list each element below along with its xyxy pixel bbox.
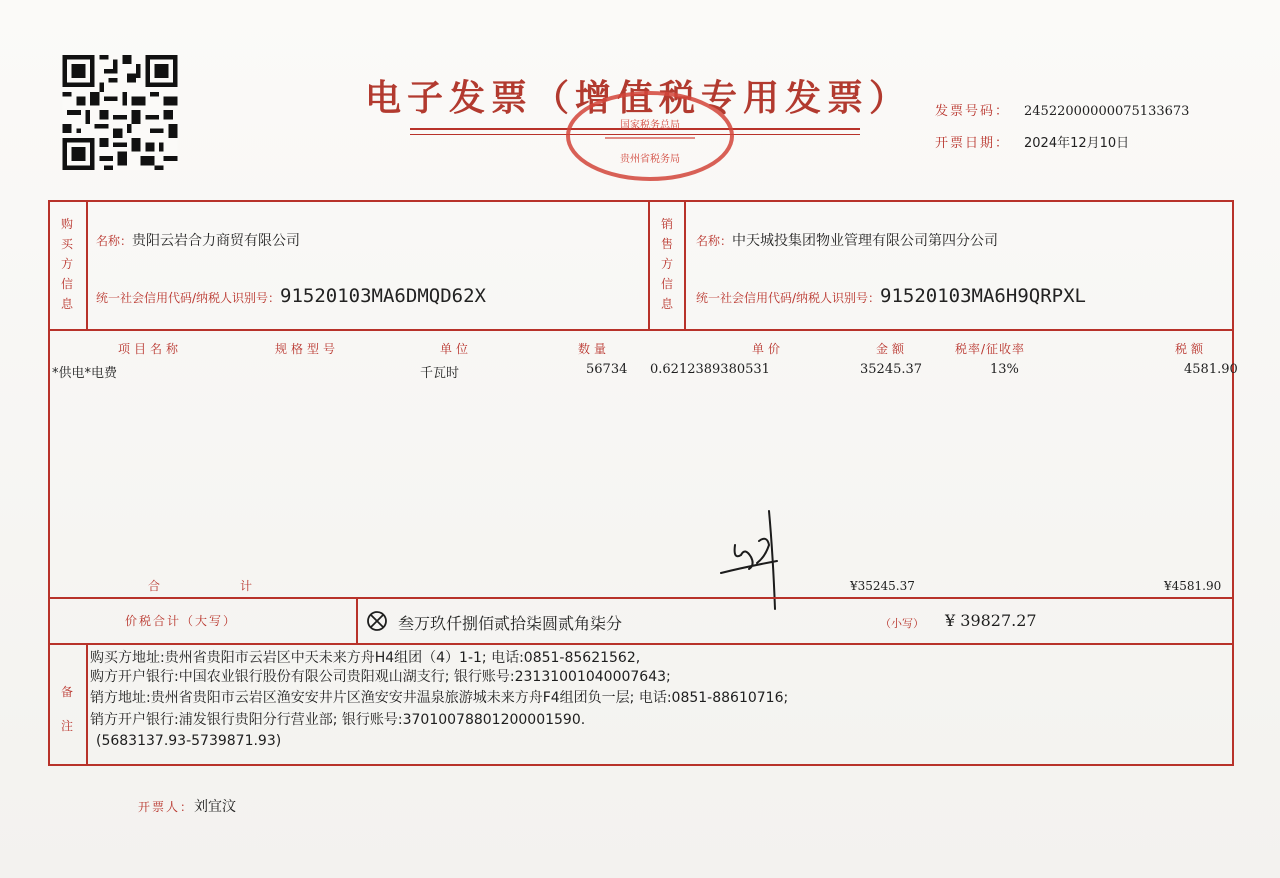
cross-circle-icon [366,610,388,632]
invoice-number-label: 发票号码： [935,104,1011,119]
col-header-tax: 税额 [1175,342,1208,356]
col-header-unit-price: 单价 [752,342,785,356]
total-tax: ¥4581.90 [1164,579,1222,593]
grand-total-label: 价税合计（大写） [125,614,238,628]
issue-date-label: 开票日期： [935,136,1011,151]
amount-in-words: 叁万玖仟捌佰贰拾柒圆贰角柒分 [398,614,623,633]
issuer-name: 刘宜汶 [194,799,237,815]
issue-date-row [935,132,1129,151]
buyer-name: 贵阳云岩合力商贸有限公司 [132,233,301,249]
buyer-section-label: 购买方信息 [60,217,73,311]
seller-name-row [696,230,998,250]
col-header-quantity: 数量 [578,342,611,356]
totals-bottom-line [48,597,1234,599]
item-tax-rate: 13% [990,362,1019,377]
grand-total-divider [356,598,358,644]
remark-line-range: (5683137.93-5739871.93) [96,733,282,749]
seal-text-bottom: 贵州省税务局 [620,154,680,165]
total-amount: ¥35245.37 [850,579,915,593]
col-header-amount: 金额 [876,342,909,356]
item-unit-price: 0.6212389380531 [650,362,770,377]
seller-name-label: 名称： [696,234,733,248]
seller-section-label: 销售方信息 [660,217,673,311]
seller-label-divider [684,200,686,330]
invoice-number: 24522000000075133673 [1024,104,1190,119]
col-header-unit: 单位 [440,342,473,356]
remark-line-seller-address: 销方地址:贵州省贵阳市云岩区渔安安井片区渔安安井温泉旅游城未来方舟F4组团负一层; 电话:0851-88610716; [90,690,789,706]
buyer-tax-id: 91520103MA6DMQD62X [280,285,486,307]
seller-tax-id-label: 统一社会信用代码/纳税人识别号： [696,291,881,305]
issuer-label: 开票人： [138,800,195,814]
buyer-name-label: 名称： [96,234,133,248]
col-header-name: 项目名称 [118,342,183,356]
remarks-section-label: 备注 [60,685,73,733]
buyer-name-row [96,230,300,250]
seller-tax-id: 91520103MA6H9QRPXL [880,285,1086,307]
remarks-divider [86,644,88,766]
grand-total-bottom-line [48,643,1234,645]
total-label: 合计 [148,579,333,593]
invoice-number-row [935,100,1189,119]
buyer-tax-id-label: 统一社会信用代码/纳税人识别号： [96,291,281,305]
seller-tax-id-row [696,285,1086,307]
buyer-label-divider [86,200,88,330]
party-bottom-line [48,329,1234,331]
invoice-title: 电子发票（增值税专用发票） [365,77,912,119]
item-quantity: 56734 [586,362,628,377]
qr-code-icon [60,55,180,170]
col-header-spec: 规格型号 [275,342,340,356]
issue-date: 2024年12月10日 [1024,136,1130,151]
remark-line-seller-bank: 销方开户银行:浦发银行贵阳分行营业部; 银行账号:37010078801200001590. [90,712,586,728]
buyer-tax-id-row [96,285,486,307]
item-amount: 35245.37 [860,362,923,377]
grand-total-amount: ¥ 39827.27 [945,611,1037,630]
small-amount-label: （小写） [880,617,924,630]
party-divider [648,200,650,330]
issuer-row [138,796,236,816]
tax-bureau-seal [565,90,735,182]
remark-line-buyer-address: 购买方地址:贵州省贵阳市云岩区中天未来方舟H4组团（4）1-1; 电话:0851-85621562, [90,650,641,666]
item-name: *供电*电费 [52,366,118,381]
seller-name: 中天城投集团物业管理有限公司第四分公司 [732,233,999,249]
item-tax: 4581.90 [1184,362,1238,377]
col-header-tax-rate: 税率/征收率 [955,342,1026,356]
item-unit: 千瓦时 [420,366,460,381]
remark-line-buyer-bank: 购方开户银行:中国农业银行股份有限公司贵阳观山湖支行; 银行账号:23131001040007643; [90,669,671,685]
seal-text-top: 国家税务总局 [620,120,680,131]
